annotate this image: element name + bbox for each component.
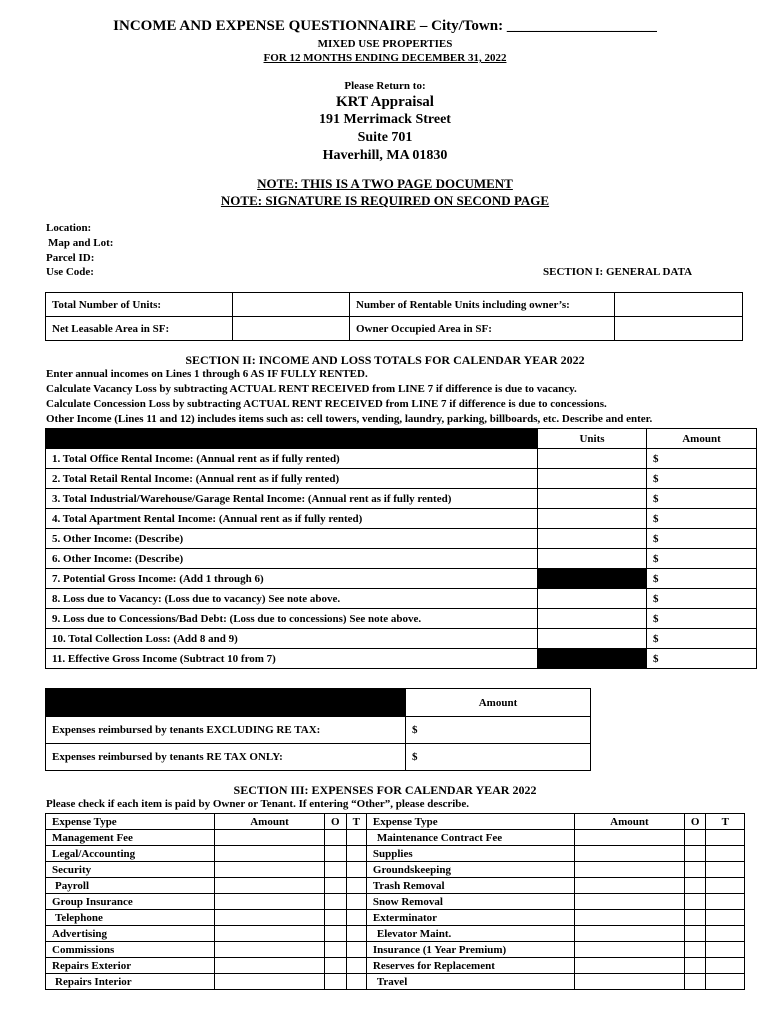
- expense-amount-field[interactable]: [215, 878, 325, 894]
- reimb-excluding-label: Expenses reimbursed by tenants EXCLUDING RE TAX:: [46, 717, 406, 744]
- income-amount-field[interactable]: $: [647, 569, 757, 589]
- tenant-checkbox[interactable]: [346, 894, 366, 910]
- expense-type-label: Management Fee: [46, 830, 215, 846]
- income-row-label: 11. Effective Gross Income (Subtract 10 from 7): [46, 649, 538, 669]
- income-amount-field[interactable]: $: [647, 489, 757, 509]
- expense-amount-field[interactable]: [215, 974, 325, 990]
- income-amount-field[interactable]: $: [647, 509, 757, 529]
- expense-amount-field[interactable]: [574, 894, 684, 910]
- expense-amount-field[interactable]: [574, 830, 684, 846]
- income-row-label: 7. Potential Gross Income: (Add 1 through 6): [46, 569, 538, 589]
- use-code-label: Use Code:: [46, 266, 94, 278]
- tenant-checkbox[interactable]: [706, 862, 745, 878]
- owner-checkbox[interactable]: [684, 942, 706, 958]
- income-row-label: 10. Total Collection Loss: (Add 8 and 9): [46, 629, 538, 649]
- reimb-amount-header: Amount: [406, 689, 591, 717]
- expense-type-label: Reserves for Replacement: [366, 958, 574, 974]
- income-row-label: 6. Other Income: (Describe): [46, 549, 538, 569]
- owner-checkbox[interactable]: [325, 894, 347, 910]
- owner-checkbox[interactable]: [684, 894, 706, 910]
- rentable-units-label: Number of Rentable Units including owner’s:: [350, 293, 615, 317]
- income-row-label: 8. Loss due to Vacancy: (Loss due to vacancy) See note above.: [46, 589, 538, 609]
- expense-amount-field[interactable]: [215, 958, 325, 974]
- income-amount-field[interactable]: $: [647, 629, 757, 649]
- income-amount-field[interactable]: $: [647, 609, 757, 629]
- map-lot-label: Map and Lot:: [48, 237, 114, 249]
- return-suite: Suite 701: [357, 130, 413, 145]
- expense-type-header: Expense Type: [366, 814, 574, 830]
- tenant-checkbox[interactable]: [346, 878, 366, 894]
- owner-checkbox[interactable]: [325, 942, 347, 958]
- units-blocked-cell: [538, 649, 647, 669]
- income-units-field[interactable]: [538, 449, 647, 469]
- owner-checkbox[interactable]: [325, 862, 347, 878]
- income-amount-field[interactable]: $: [647, 529, 757, 549]
- tenant-checkbox[interactable]: [346, 958, 366, 974]
- expense-type-label: Groundskeeping: [366, 862, 574, 878]
- expense-type-label: Commissions: [46, 942, 215, 958]
- expense-type-label: Repairs Exterior: [46, 958, 215, 974]
- owner-checkbox[interactable]: [684, 910, 706, 926]
- owner-checkbox[interactable]: [325, 910, 347, 926]
- tenant-header: T: [706, 814, 745, 830]
- expense-amount-header: Amount: [574, 814, 684, 830]
- reimbursement-table: [45, 688, 591, 771]
- expense-type-label: Repairs Interior: [46, 974, 215, 990]
- tenant-checkbox[interactable]: [706, 974, 745, 990]
- owner-header: O: [684, 814, 706, 830]
- expense-amount-field[interactable]: [574, 974, 684, 990]
- tenant-checkbox[interactable]: [706, 846, 745, 862]
- income-row-label: 9. Loss due to Concessions/Bad Debt: (Loss due to concessions) See note above.: [46, 609, 538, 629]
- reimb-header-bar: [46, 689, 406, 717]
- expense-type-label: Payroll: [46, 878, 215, 894]
- income-row-label: 3. Total Industrial/Warehouse/Garage Rental Income: (Annual rent as if fully rented): [46, 489, 538, 509]
- income-units-field[interactable]: [538, 509, 647, 529]
- expense-type-label: Snow Removal: [366, 894, 574, 910]
- section3-title: SECTION III: EXPENSES FOR CALENDAR YEAR 2022: [233, 783, 537, 797]
- income-units-field[interactable]: [538, 529, 647, 549]
- total-units-label: Total Number of Units:: [46, 293, 233, 317]
- income-amount-field[interactable]: $: [647, 589, 757, 609]
- expense-type-label: Telephone: [46, 910, 215, 926]
- section2-instruction-1: Enter annual incomes on Lines 1 through 6 AS IF FULLY RENTED.: [46, 368, 368, 380]
- section1-title: SECTION I: GENERAL DATA: [543, 266, 693, 278]
- tenant-checkbox[interactable]: [706, 894, 745, 910]
- expense-type-label: Exterminator: [366, 910, 574, 926]
- expense-amount-field[interactable]: [574, 910, 684, 926]
- tenant-checkbox[interactable]: [706, 958, 745, 974]
- expense-amount-field[interactable]: [574, 958, 684, 974]
- owner-checkbox[interactable]: [684, 830, 706, 846]
- tenant-header: T: [346, 814, 366, 830]
- owner-checkbox[interactable]: [684, 926, 706, 942]
- section3-instruction: Please check if each item is paid by Owner or Tenant. If entering “Other”, please describe.: [46, 798, 470, 810]
- tenant-checkbox[interactable]: [346, 910, 366, 926]
- reimb-excluding-field[interactable]: $: [406, 717, 591, 744]
- form-period: FOR 12 MONTHS ENDING DECEMBER 31, 2022: [263, 52, 507, 64]
- tenant-checkbox[interactable]: [346, 846, 366, 862]
- return-name: KRT Appraisal: [336, 94, 434, 110]
- tenant-checkbox[interactable]: [706, 878, 745, 894]
- income-units-field[interactable]: [538, 549, 647, 569]
- owner-checkbox[interactable]: [684, 862, 706, 878]
- section2-instruction-3: Calculate Concession Loss by subtracting ACTUAL RENT RECEIVED from LINE 7 if difference is due to concessions.: [46, 398, 607, 410]
- expense-type-label: Elevator Maint.: [366, 926, 574, 942]
- expense-amount-field[interactable]: [215, 846, 325, 862]
- expense-amount-field[interactable]: [215, 894, 325, 910]
- expense-type-label: Insurance (1 Year Premium): [366, 942, 574, 958]
- note-two-pages: NOTE: THIS IS A TWO PAGE DOCUMENT: [257, 176, 513, 191]
- expense-table: [45, 813, 745, 990]
- expense-amount-field[interactable]: [574, 942, 684, 958]
- expense-amount-field[interactable]: [574, 878, 684, 894]
- expense-type-label: Group Insurance: [46, 894, 215, 910]
- expense-type-label: Supplies: [366, 846, 574, 862]
- income-units-field[interactable]: [538, 609, 647, 629]
- amount-header: Amount: [647, 429, 757, 449]
- expense-type-label: Trash Removal: [366, 878, 574, 894]
- owner-checkbox[interactable]: [325, 974, 347, 990]
- expense-amount-field[interactable]: [574, 926, 684, 942]
- tenant-checkbox[interactable]: [706, 830, 745, 846]
- income-units-field[interactable]: [538, 489, 647, 509]
- expense-amount-field[interactable]: [215, 830, 325, 846]
- expense-amount-field[interactable]: [215, 926, 325, 942]
- tenant-checkbox[interactable]: [706, 910, 745, 926]
- units-header: Units: [538, 429, 647, 449]
- expense-amount-field[interactable]: [574, 846, 684, 862]
- owner-checkbox[interactable]: [325, 958, 347, 974]
- expense-type-label: Legal/Accounting: [46, 846, 215, 862]
- tenant-checkbox[interactable]: [346, 942, 366, 958]
- tenant-checkbox[interactable]: [346, 830, 366, 846]
- income-row-label: 5. Other Income: (Describe): [46, 529, 538, 549]
- expense-type-label: Security: [46, 862, 215, 878]
- income-amount-field[interactable]: $: [647, 449, 757, 469]
- net-leasable-label: Net Leasable Area in SF:: [46, 317, 233, 341]
- income-units-field[interactable]: [538, 589, 647, 609]
- income-units-field[interactable]: [538, 469, 647, 489]
- owner-checkbox[interactable]: [325, 926, 347, 942]
- owner-header: O: [325, 814, 347, 830]
- expense-type-label: Advertising: [46, 926, 215, 942]
- form-subtitle: MIXED USE PROPERTIES: [317, 38, 453, 50]
- owner-checkbox[interactable]: [684, 974, 706, 990]
- form-title: INCOME AND EXPENSE QUESTIONNAIRE – City/Town: ____________________: [113, 18, 657, 34]
- reimb-retax-field[interactable]: $: [406, 744, 591, 771]
- income-row-label: 4. Total Apartment Rental Income: (Annual rent as if fully rented): [46, 509, 538, 529]
- owner-checkbox[interactable]: [325, 830, 347, 846]
- total-units-field[interactable]: [233, 293, 350, 317]
- income-amount-field[interactable]: $: [647, 649, 757, 669]
- tenant-checkbox[interactable]: [706, 942, 745, 958]
- expense-type-label: Travel: [366, 974, 574, 990]
- income-table: [45, 428, 757, 669]
- expense-amount-field[interactable]: [215, 862, 325, 878]
- return-label: Please Return to:: [344, 80, 426, 92]
- owner-occupied-field[interactable]: [615, 317, 743, 341]
- section2-title: SECTION II: INCOME AND LOSS TOTALS FOR CALENDAR YEAR 2022: [185, 353, 585, 367]
- location-label: Location:: [46, 222, 92, 234]
- expense-amount-field[interactable]: [574, 862, 684, 878]
- section2-instruction-4: Other Income (Lines 11 and 12) includes items such as: cell towers, vending, laundry, parking, billboards, etc. Describe and enter.: [46, 413, 653, 425]
- owner-checkbox[interactable]: [325, 878, 347, 894]
- tenant-checkbox[interactable]: [706, 926, 745, 942]
- tenant-checkbox[interactable]: [346, 926, 366, 942]
- expense-amount-field[interactable]: [215, 910, 325, 926]
- income-amount-field[interactable]: $: [647, 469, 757, 489]
- general-data-table: [45, 292, 743, 341]
- return-street: 191 Merrimack Street: [319, 112, 451, 127]
- owner-checkbox[interactable]: [684, 846, 706, 862]
- tenant-checkbox[interactable]: [346, 974, 366, 990]
- expense-amount-field[interactable]: [215, 942, 325, 958]
- note-signature: NOTE: SIGNATURE IS REQUIRED ON SECOND PAGE: [220, 193, 550, 208]
- net-leasable-field[interactable]: [233, 317, 350, 341]
- owner-checkbox[interactable]: [684, 958, 706, 974]
- income-units-field[interactable]: [538, 629, 647, 649]
- income-header-bar: [46, 429, 538, 449]
- rentable-units-field[interactable]: [615, 293, 743, 317]
- units-blocked-cell: [538, 569, 647, 589]
- return-city: Haverhill, MA 01830: [322, 148, 448, 163]
- tenant-checkbox[interactable]: [346, 862, 366, 878]
- income-row-label: 2. Total Retail Rental Income: (Annual rent as if fully rented): [46, 469, 538, 489]
- owner-checkbox[interactable]: [325, 846, 347, 862]
- owner-occupied-label: Owner Occupied Area in SF:: [350, 317, 615, 341]
- income-row-label: 1. Total Office Rental Income: (Annual rent as if fully rented): [46, 449, 538, 469]
- income-amount-field[interactable]: $: [647, 549, 757, 569]
- expense-amount-header: Amount: [215, 814, 325, 830]
- parcel-id-label: Parcel ID:: [46, 252, 95, 264]
- expense-type-label: Maintenance Contract Fee: [366, 830, 574, 846]
- reimb-retax-label: Expenses reimbursed by tenants RE TAX ONLY:: [46, 744, 406, 771]
- expense-type-header: Expense Type: [46, 814, 215, 830]
- owner-checkbox[interactable]: [684, 878, 706, 894]
- section2-instruction-2: Calculate Vacancy Loss by subtracting ACTUAL RENT RECEIVED from LINE 7 if difference is due to vacancy.: [46, 383, 577, 395]
